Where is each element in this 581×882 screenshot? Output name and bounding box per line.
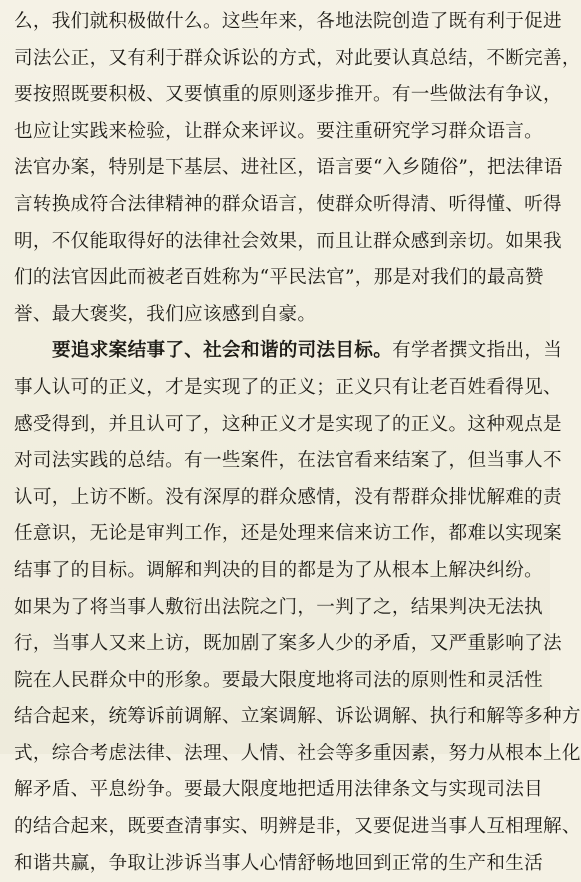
text-line: 解矛盾、平息纷争。要最大限度地把适用法律条文与实现司法目 (14, 779, 544, 801)
text-line: 结合起来，统筹诉前调解、立案调解、诉讼调解、执行和解等多种方 (14, 706, 581, 728)
text-line: 法官办案，特别是下基层、进社区，语言要“入乡随俗”，把法律语 (14, 157, 563, 179)
text-line: 要按照既要积极、又要慎重的原则逐步推开。有一些做法有争议， (14, 84, 562, 106)
paragraph-2 (14, 333, 581, 882)
text-line: 们的法官因此而被老百姓称为“平民法官”，那是对我们的最高赞 (14, 267, 544, 289)
paragraph-first-line (14, 333, 563, 370)
text-line: 也应让实践来检验，让群众来评议。要注重研究学习群众语言。 (14, 120, 544, 142)
text-line: 结事了的目标。调解和判决的目的都是为了从根本上解决纠纷。 (14, 559, 544, 581)
text-line: 誉、最大褒奖，我们应该感到自豪。 (14, 303, 317, 325)
text-line: 式，综合考虑法律、法理、人情、社会等多重因素，努力从根本上化 (14, 742, 581, 764)
text-line: 司法公正，又有利于群众诉讼的方式，对此要认真总结，不断完善， (14, 47, 581, 69)
paragraph-lead-rest: 有学者撰文指出，当 (392, 340, 563, 362)
text-line: 事人认可的正义，才是实现了的正义；正义只有让老百姓看得见、 (14, 376, 562, 398)
text-line: 么，我们就积极做什么。这些年来，各地法院创造了既有利于促进 (14, 11, 562, 32)
paragraph-lead-heading: 要追求案结事了、社会和谐的司法目标。 (52, 340, 393, 362)
text-line: 行，当事人又来上访，既加剧了案多人少的矛盾，又严重影响了法 (14, 633, 562, 655)
text-line: 明，不仅能取得好的法律社会效果，而且让群众感到亲切。如果我 (14, 230, 562, 252)
text-line: 感受得到，并且认可了，这种正义才是实现了的正义。这种观点是 (14, 413, 562, 435)
text-line: 的结合起来，既要查清事实、明辨是非，又要促进当事人互相理解、 (14, 816, 581, 838)
text-line: 和谐共赢，争取让涉诉当事人心情舒畅地回到正常的生产和生活 (14, 852, 544, 874)
text-line: 认可，上访不断。没有深厚的群众感情，没有帮群众排忧解难的责 (14, 486, 562, 508)
text-line: 对司法实践的总结。有一些案件，在法官看来结案了，但当事人不 (14, 450, 562, 472)
text-line: 院在人民群众中的形象。要最大限度地将司法的原则性和灵活性 (14, 669, 544, 691)
text-line: 任意识，无论是审判工作，还是处理来信来访工作，都难以实现案 (14, 523, 562, 545)
paragraph-1 (14, 4, 581, 333)
text-line: 如果为了将当事人敷衍出法院之门，一判了之，结果判决无法执 (14, 596, 544, 618)
text-line: 言转换成符合法律精神的群众语言，使群众听得清、听得懂、听得 (14, 193, 562, 215)
